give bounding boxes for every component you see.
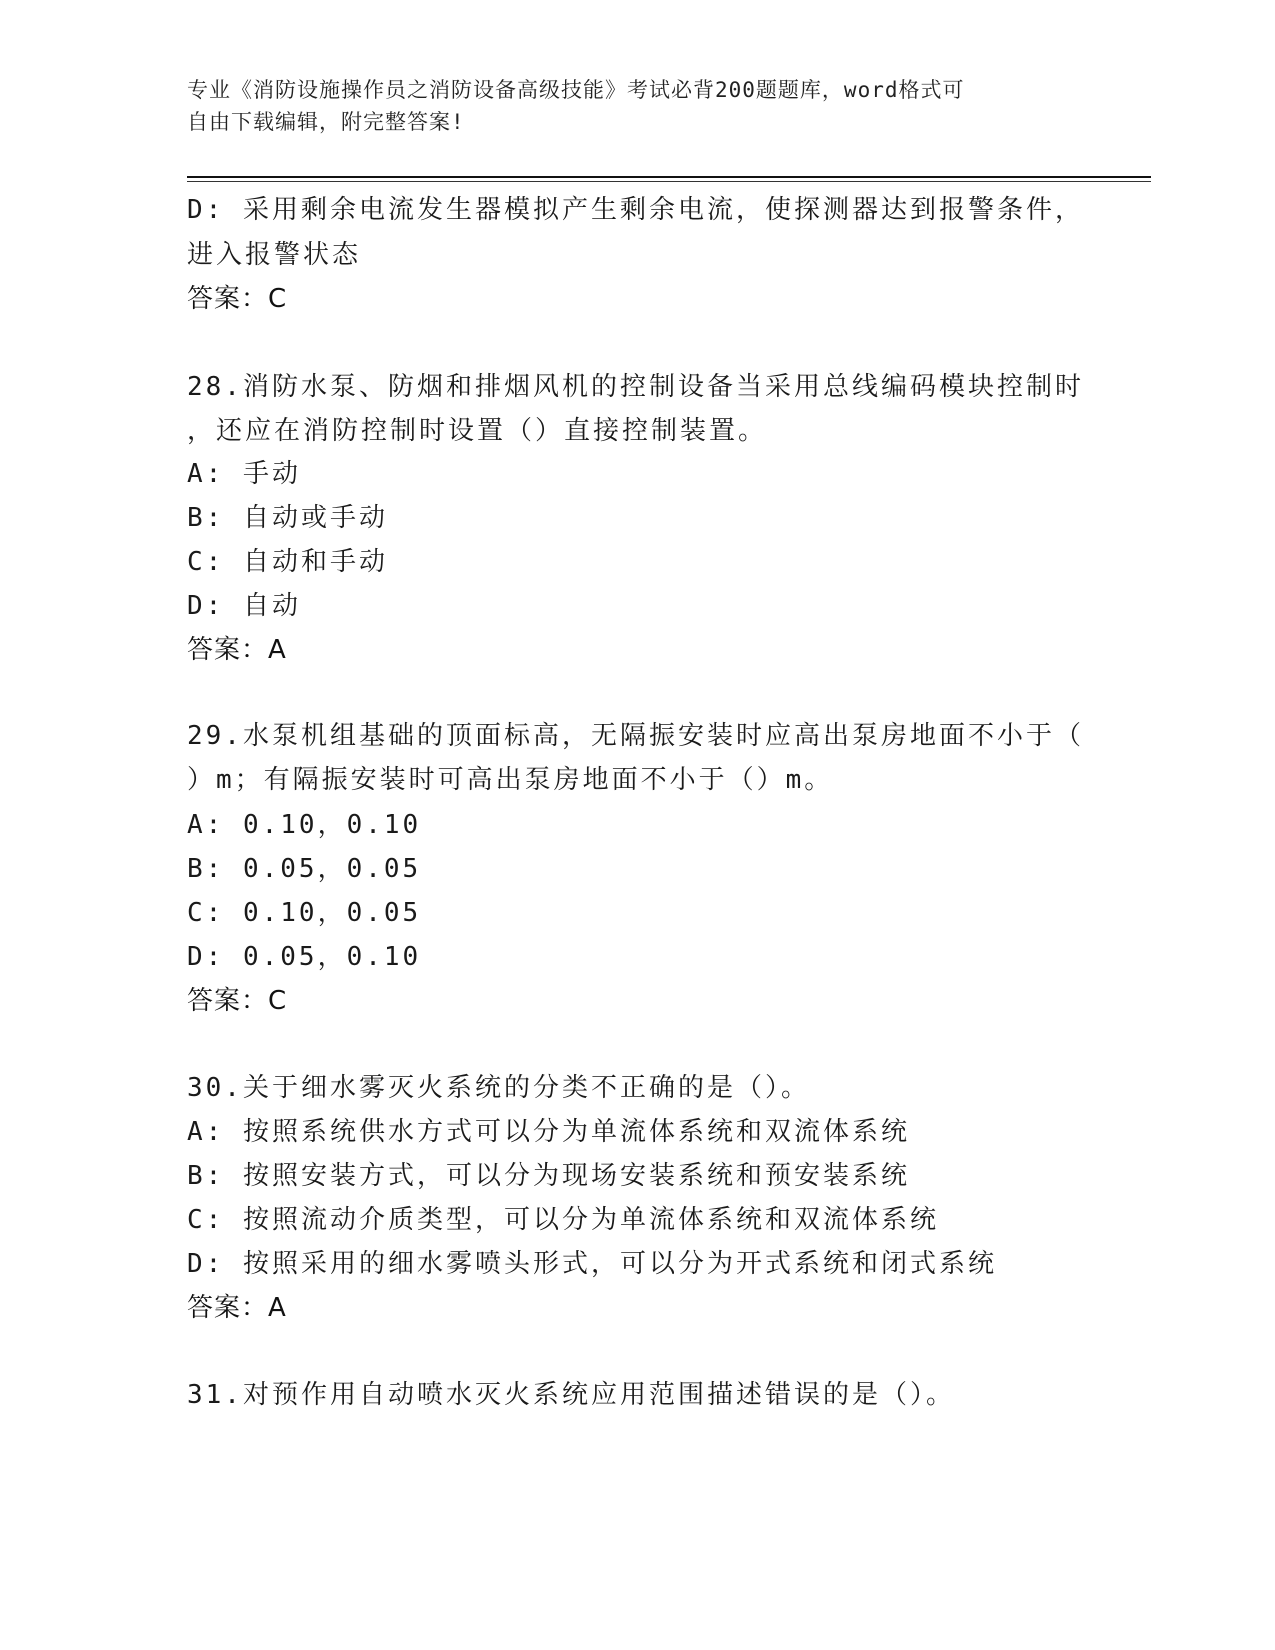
- q30-answer: 答案：A: [187, 1293, 287, 1323]
- q28-option-b: B: 自动或手动: [187, 503, 388, 533]
- q27-answer: 答案：C: [187, 284, 288, 314]
- q29-option-b: B: 0.05，0.05: [187, 854, 422, 884]
- q28-stem-line-2: ，还应在消防控制时设置（）直接控制装置。: [187, 416, 768, 446]
- q28-option-a: A: 手动: [187, 459, 301, 489]
- q29-stem-line-1: 29.水泵机组基础的顶面标高，无隔振安装时应高出泵房地面不小于（: [187, 721, 1084, 751]
- header-divider-thick: [187, 176, 1151, 178]
- q29-option-c: C: 0.10，0.05: [187, 898, 422, 928]
- q30-option-c: C: 按照流动介质类型，可以分为单流体系统和双流体系统: [187, 1205, 939, 1235]
- header-divider-thin: [187, 181, 1151, 182]
- q27-option-d-line-1: D: 采用剩余电流发生器模拟产生剩余电流，使探测器达到报警条件，: [187, 195, 1084, 225]
- q30-option-a: A: 按照系统供水方式可以分为单流体系统和双流体系统: [187, 1117, 910, 1147]
- q30-option-d: D: 按照采用的细水雾喷头形式，可以分为开式系统和闭式系统: [187, 1249, 997, 1279]
- q29-option-a: A: 0.10，0.10: [187, 810, 422, 840]
- q30-option-b: B: 按照安装方式，可以分为现场安装系统和预安装系统: [187, 1161, 910, 1191]
- q29-option-d: D: 0.05，0.10: [187, 942, 422, 972]
- q30-stem: 30.关于细水雾灭火系统的分类不正确的是（）。: [187, 1073, 810, 1103]
- q29-answer: 答案：C: [187, 986, 288, 1016]
- q27-option-d-line-2: 进入报警状态: [187, 240, 362, 270]
- q28-option-c: C: 自动和手动: [187, 547, 388, 577]
- header-line-1: 专业《消防设施操作员之消防设备高级技能》考试必背200题题库，word格式可: [187, 78, 965, 102]
- q28-option-d: D: 自动: [187, 591, 301, 621]
- q28-stem-line-1: 28.消防水泵、防烟和排烟风机的控制设备当采用总线编码模块控制时: [187, 372, 1084, 402]
- q31-stem: 31.对预作用自动喷水灭火系统应用范围描述错误的是（）。: [187, 1380, 955, 1410]
- q28-answer: 答案：A: [187, 635, 287, 665]
- document-header: [187, 74, 1067, 138]
- q29-stem-line-2: ）m；有隔振安装时可高出泵房地面不小于（）m。: [187, 765, 834, 795]
- header-line-2: 自由下载编辑，附完整答案!: [187, 110, 465, 134]
